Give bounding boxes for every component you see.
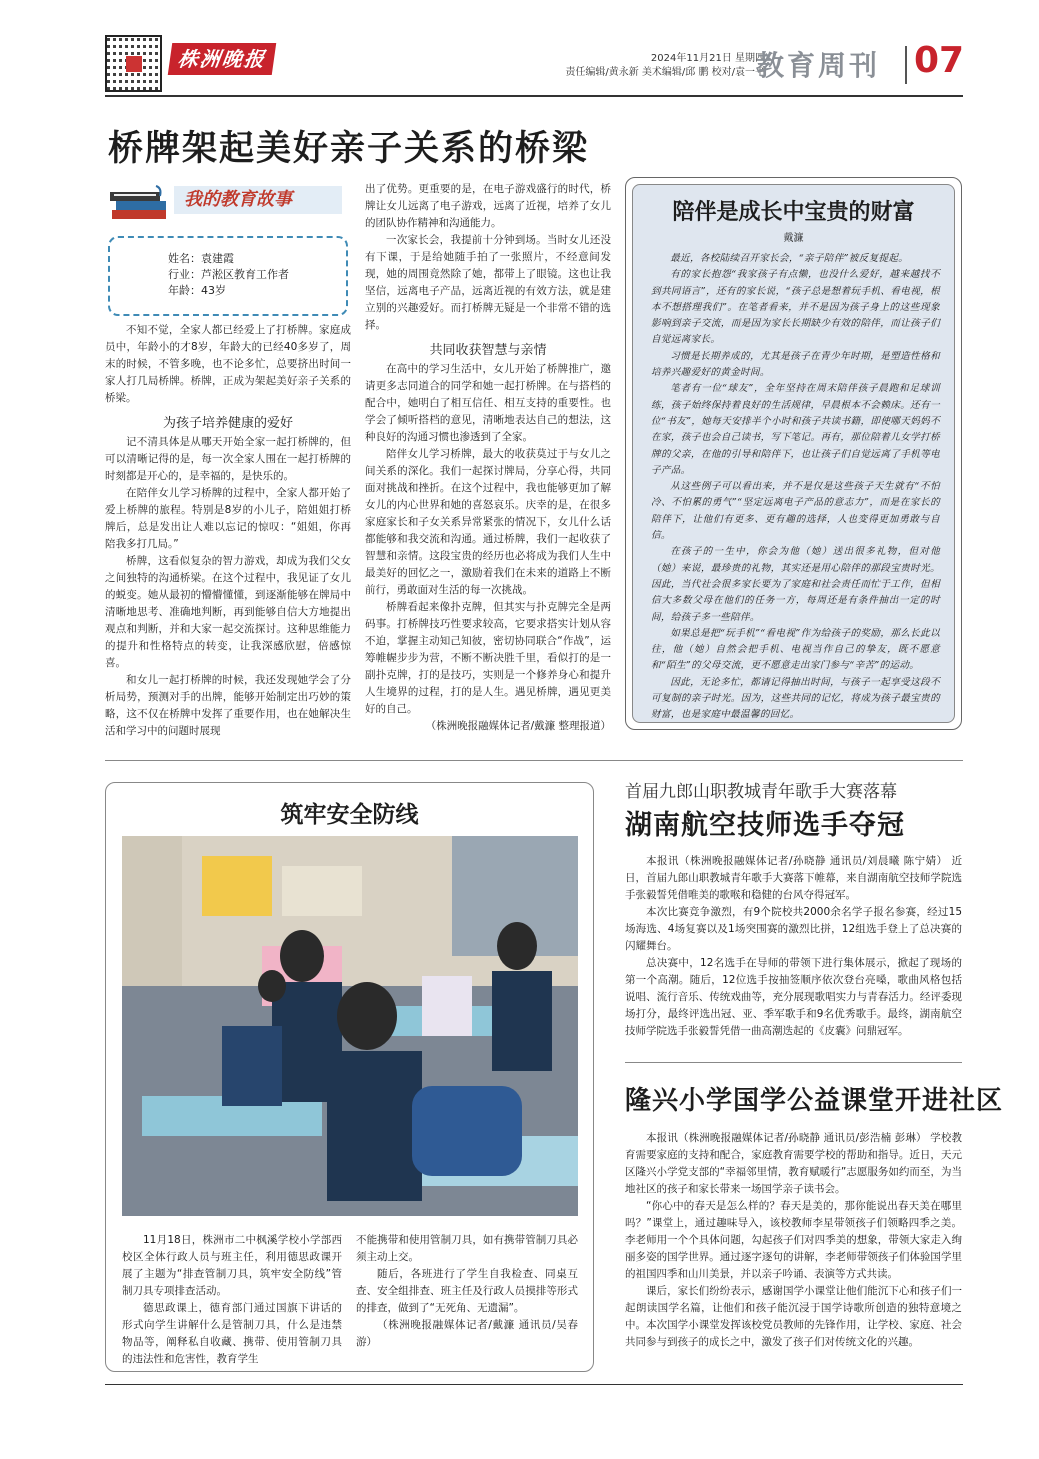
- story-column-1: [105, 322, 351, 740]
- article2-paragraph: 本报讯（株洲晚报融媒体记者/孙晓静 通讯员/彭浩楠 彭琳） 学校教育需要家庭的支持和配合，家庭教育需要学校的帮助和指导。近日，天元区隆兴小学党支部的“幸福邻里情，教育赋暖行”志愿服务如约而至，为当地社区的孩子和家长带来一场国学亲子读书会。: [625, 1132, 962, 1195]
- commentary-paragraph: 如果总是把“玩手机”“看电视”作为给孩子的奖励，那么长此以往，他（她）自然会把手机、电视当作自己的挚友，既不愿意和“陌生”的父母交流，更不愿意走出家门参与“辛苦”的运动。: [651, 627, 940, 672]
- story-paragraph: 记不清具体是从哪天开始全家一起打桥牌的，但可以清晰记得的是，每一次全家人围在一起打桥牌的时刻都是开心的，是幸福的，是快乐的。: [105, 436, 351, 482]
- caption-paragraph: 随后，各班进行了学生自我检查、同桌互查、安全组排查、班主任及行政人员摸排等形式的排查，做到了“无死角、无遗漏”。: [356, 1268, 578, 1314]
- photo-caption-col-1: [122, 1232, 342, 1368]
- commentary-paragraph: 习惯是长期养成的，尤其是孩子在青少年时期，是塑造性格和培养兴趣爱好的黄金时间。: [651, 350, 940, 379]
- story-subheading: 为孩子培养健康的爱好: [162, 416, 293, 431]
- page-headline: 桥牌架起美好亲子关系的桥梁: [108, 129, 590, 169]
- books-icon: [108, 184, 172, 224]
- story-paragraph: 陪伴女儿学习桥牌，最大的收获莫过于与女儿之间关系的深化。我们一起探讨牌局，分享心得，共同面对挑战和挫折。在这个过程中，我也能够更加了解女儿的内心世界和她的喜怒哀乐。庆幸的是，在很多家庭家长和子女关系异常紧张的情况下，女儿什么话都能够和我交流和沟通。通过桥牌，我们一起收获了智慧和亲情。这段宝贵的经历也必将成为我们人生中最美好的回忆之一，激励着我们在未来的道路上不断前行，勇敢面对生活的每一次挑战。: [365, 448, 611, 596]
- story-column-title: 我的教育故事: [174, 186, 342, 214]
- header-rule: [105, 95, 963, 97]
- article2-body: [625, 1130, 962, 1351]
- story-paragraph: 桥牌，这看似复杂的智力游戏，却成为我们父女之间独特的沟通桥梁。在这个过程中，我见证了女儿的蜕变。她从最初的懵懵懂懂，到逐渐能够在牌局中清晰地思考、准确地判断，再到能够自信大方地提出观点和判断，并和大家一起交流探讨。这种思维能力的提升和性格特点的转变，让我深感欣慰，倍感惊喜。: [105, 555, 351, 669]
- divider: [905, 46, 907, 84]
- photo-caption-col-2: [356, 1232, 578, 1351]
- article1-paragraph: 本报讯（株洲晚报融媒体记者/孙晓静 通讯员/刘晨曦 陈宁婧） 近日，首届九郎山职教城青年歌手大赛落下帷幕，来自湖南航空技师学院选手张毅誓凭借唯美的歌喉和稳健的台风夺得冠军。: [625, 855, 962, 901]
- profile-job: 行业：芦淞区教育工作者: [168, 268, 289, 281]
- story-paragraph: 和女儿一起打桥牌的时候，我还发现她学会了分析局势，预测对手的出牌，能够开始制定出巧妙的策略，这不仅在桥牌中发挥了重要作用，也在她解决生活和学习中的问题时展现: [105, 674, 351, 737]
- caption-paragraph: 不能携带和使用管制刀具，如有携带管制刀具必须主动上交。: [356, 1234, 578, 1263]
- article1-body: [625, 853, 962, 1040]
- story-column-header: [108, 180, 348, 226]
- section-divider: [105, 760, 963, 761]
- story-paragraph: 一次家长会，我提前十分钟到场。当时女儿还没有下课，于是给她随手拍了一张照片，不经意间发现，她的周围竟然除了她，都带上了眼镜。这也让我坚信，远离电子产品，远离近视的有效方法，就是建立别的兴趣爱好。而打桥牌无疑是一个非常不错的选择。: [365, 234, 611, 331]
- page-number: 07: [914, 40, 965, 81]
- commentary-paragraph: 有的家长抱怨“我家孩子有点懒，也没什么爱好，越来越找不到共同语言”，还有的家长说，“孩子总是想着玩手机、看电视，根本不想搭理我们”。在笔者看来，并不是因为孩子身上的这些现象影响到亲子交流，而是因为家长长期缺少有效的陪伴，而让孩子们自觉远离家长。: [651, 269, 940, 346]
- article1-kicker: 首届九郎山职教城青年歌手大赛落幕: [625, 782, 897, 802]
- qr-code: [105, 35, 162, 92]
- footer-rule: [105, 1384, 963, 1385]
- issue-date: 2024年11月21日 星期四: [650, 53, 765, 64]
- commentary-paragraph: 在孩子的一生中，你会为他（她）送出很多礼物，但对他（她）来说，最珍贵的礼物，其实还是用心陪伴的那段宝贵时光。因此，当代社会很多家长要为了家庭和社会责任而忙于工作，但相信大多数父母在他们的任务一方，每周还是有条件抽出一定的时间，给孩子多一些陪伴。: [651, 546, 940, 623]
- photo-feature-title: 筑牢安全防线: [280, 802, 419, 828]
- newspaper-logo: 株洲晚报: [168, 43, 276, 75]
- article2-title: 隆兴小学国学公益课堂开进社区: [625, 1086, 1004, 1116]
- commentary-title: 陪伴是成长中宝贵的财富: [672, 199, 915, 225]
- story-paragraph: 在陪伴女儿学习桥牌的过程中，全家人都开始了爱上桥牌的旅程。特别是8岁的小儿子，陪姐姐打桥牌后，总是发出让人难以忘记的惊叹：“姐姐，你再陪我多打几局。”: [105, 487, 351, 550]
- commentary-paragraph: 从这些例子可以看出来，并不是仅是这些孩子天生就有“不怕冷、不怕累的勇气”“坚定远离电子产品的意志力”，而是在家长的陪伴下，让他们有更多、更有趣的选择，人也变得更加勇敢与自信。: [651, 481, 940, 542]
- caption-paragraph: 11月18日，株洲市二中枫溪学校小学部西校区全体行政人员与班主任，利用德思政课开展了主题为“排查管制刀具，筑牢安全防线”管制刀具专项排查活动。: [122, 1234, 342, 1297]
- classroom-photo: [122, 836, 578, 1216]
- story-paragraph: 桥牌看起来像扑克牌，但其实与扑克牌完全是两码事。打桥牌技巧性要求较高，它要求搭实计划从容不迫，掌握主动知己知彼，密切协同联合“作战”，运筹帷幄步步为营，不断不断决胜千里，看似打的是一副扑克牌，打的是技巧，实则是一个修养身心和提升人生境界的过程，打的是人生。遇见桥牌，遇见更美好的自己。: [365, 601, 611, 715]
- article1-paragraph: 本次比赛竞争激烈，有9个院校共2000余名学子报名参赛，经过15场海选、4场复赛以及1场突围赛的激烈比拼，12组选手登上了总决赛的闪耀舞台。: [625, 906, 962, 952]
- profile-name: 姓名：袁建霞: [168, 252, 234, 265]
- author-profile: [108, 236, 348, 316]
- commentary-body: [651, 251, 940, 724]
- commentary-paragraph: 笔者有一位“球友”，全年坚持在周末陪伴孩子晨跑和足球训练，孩子始终保持着良好的生活规律，早晨根本不会赖床。还有一位“书友”，她每天安排半个小时和孩子共读书籍，即使哪天妈妈不在家，孩子也会自己读书，写下笔记。再有，那位陪着儿女学打桥牌的父亲，在他的引导和陪伴下，也让孩子们自觉远离了手机等电子产品。: [651, 383, 940, 476]
- story-column-2: [365, 181, 611, 735]
- story-credit: （株洲晚报融媒体记者/戴濂 整理报道）: [425, 720, 611, 732]
- caption-paragraph: 德思政课上，德育部门通过国旗下讲话的形式向学生讲解什么是管制刀具，什么是违禁物品等，阐释私自收藏、携带、使用管制刀具的违法性和危害性，教育学生: [122, 1302, 342, 1365]
- profile-age: 年龄：43岁: [168, 284, 226, 297]
- article2-paragraph: 课后，家长们纷纷表示，感谢国学小课堂让他们能沉下心和孩子们一起朗读国学名篇，让他们和孩子能沉浸于国学诗歌所创造的独特意境之中。本次国学小课堂发挥该校党员教师的先锋作用，让学校、家庭、社会共同参与到孩子的成长之中，激发了孩子们对传统文化的兴趣。: [625, 1285, 962, 1348]
- story-subheading: 共同收获智慧与亲情: [429, 343, 547, 358]
- caption-credit: （株洲晚报融媒体记者/戴濂 通讯员/吴春游）: [356, 1319, 578, 1348]
- commentary-paragraph: 因此，无论多忙，都请记得抽出时间，与孩子一起享受这段不可复制的亲子时光。因为，这些共同的记忆，将成为孩子最宝贵的财富，也是家庭中最温馨的回忆。: [651, 676, 940, 721]
- article2-paragraph: “你心中的春天是怎么样的？春天是美的，那你能说出春天美在哪里吗？”课堂上，通过趣味导入，该校教师李星带领孩子们领略四季之美。李老师用一个个具体问题，勾起孩子们对四季美的想象，带领大家走入绚丽多姿的国学世界。通过逐字逐句的讲解，李老师带领孩子们体验国学里的祖国四季和山川美景，并以亲子吟诵、表演等方式共读。: [625, 1200, 962, 1280]
- section-name: 教育周刊: [756, 49, 881, 82]
- article-divider: [625, 1062, 962, 1063]
- commentary-author: 戴濂: [783, 233, 804, 244]
- commentary-box: [625, 177, 962, 730]
- article1-title: 湖南航空技师选手夺冠: [625, 810, 905, 841]
- story-paragraph: 不知不觉，全家人都已经爱上了打桥牌。家庭成员中，年龄小的才8岁，年龄大的已经40多岁了，周末的时候，不管多晚，也不论多忙，总要挤出时间一家人打几局桥牌。桥牌，正成为架起美好亲子关系的桥梁。: [105, 324, 351, 404]
- story-paragraph: 出了优势。更重要的是，在电子游戏盛行的时代，桥牌让女儿远离了电子游戏，远离了近视，培养了女儿的团队协作精神和沟通能力。: [365, 183, 611, 229]
- commentary-paragraph: 最近，各校陆续召开家长会，“亲子陪伴”被反复提起。: [670, 253, 909, 264]
- editor-credits: 责任编辑/黄永新 美术编辑/邱 鹏 校对/袁一平: [565, 67, 765, 78]
- article1-paragraph: 总决赛中，12名选手在导师的带领下进行集体展示，掀起了现场的第一个高潮。随后，12位选手按抽签顺序依次登台亮嗓，歌曲风格包括说唱、流行音乐、传统戏曲等，充分展现歌唱实力与青春活力。经评委现场打分，最终评选出冠、亚、季军歌手和9名优秀歌手。最终，湖南航空技师学院选手张毅誓凭借一曲高潮迭起的《皮囊》问鼎冠军。: [625, 957, 962, 1037]
- story-paragraph: 在高中的学习生活中，女儿开始了桥牌推广，邀请更多志同道合的同学和她一起打桥牌。在与搭档的配合中，她明白了相互信任、相互支持的重要性。也学会了倾听搭档的意见，清晰地表达自己的想法，这种良好的沟通习惯也渗透到了全家。: [365, 363, 611, 443]
